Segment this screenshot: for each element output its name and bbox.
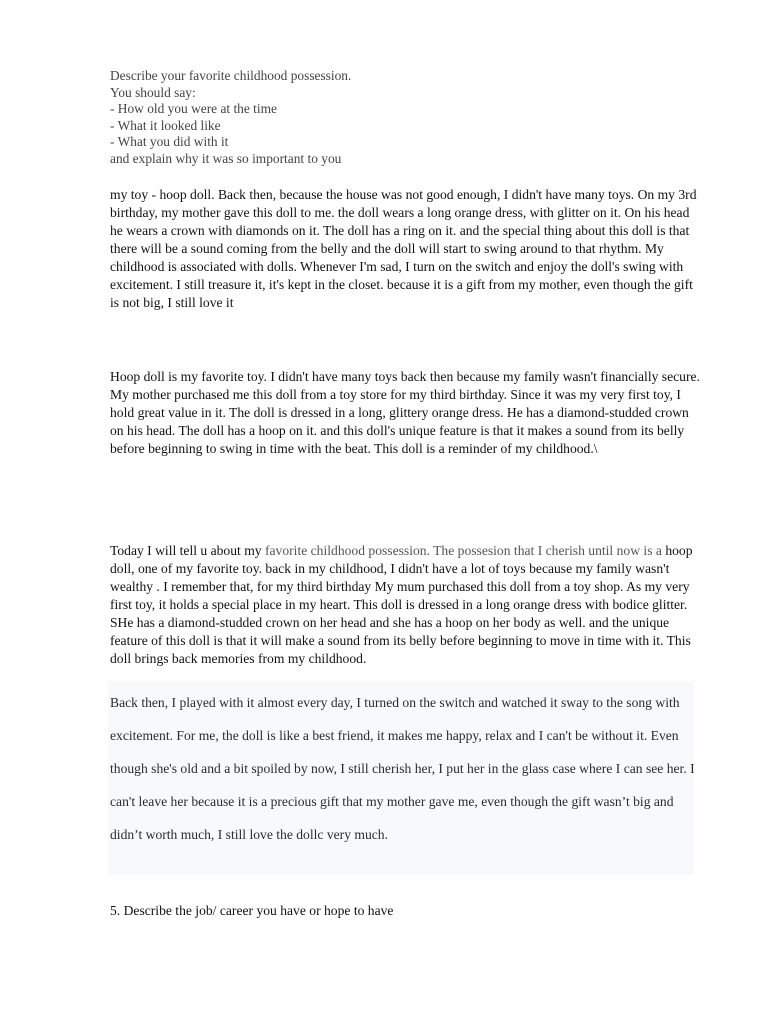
final-topic-text: favorite childhood possession. The possesion that I cherish until now is a <box>264 543 662 558</box>
answer-final-part2-paragraph: Back then, I played with it almost every day, I turned on the switch and watched it sway to the song with excitement. For me, the doll is like a best friend, it makes me happy, relax and I can't be without it. Even though she's old and a bit spoiled by now, I still cherish her, I put her in the glass case where I can see her. I can't leave her because it is a precious gift that my mother gave me, even though the gift wasn’t big and didn’t worth much, I still love the dollc very much. <box>110 695 695 842</box>
prompt-title: Describe your favorite childhood possession. <box>110 68 352 83</box>
prompt-line: - How old you were at the time <box>110 101 277 117</box>
next-question-heading: 5. Describe the job/ career you have or hope to have <box>110 903 394 918</box>
cue-card-prompt <box>110 68 700 168</box>
prompt-line: and explain why it was so important to you <box>110 150 342 166</box>
answer-final-paragraph <box>110 542 700 668</box>
prompt-line: - What you did with it <box>110 134 229 150</box>
answer-revision-paragraph: Hoop doll is my favorite toy. I didn't have many toys back then because my family wasn't financially secure. My mother purchased me this doll from a toy store for my third birthday. Since it was my very first toy, I hold great value in it. The doll is dressed in a long, glittery orange dress. He has a diamond-studded crown on his head. The doll has a hoop on it. and this doll's unique feature is that it makes a sound from its belly before beginning to swing in time with the beat. This doll is a reminder of my childhood.\ <box>110 369 700 456</box>
final-intro-text: Today I will tell u about my <box>110 543 265 558</box>
answer-draft-paragraph: my toy - hoop doll. Back then, because the house was not good enough, I didn't have many toys. On my 3rd birthday, my mother gave this doll to me. the doll wears a long orange dress, with glitter on it. On his head he wears a crown with diamonds on it. The doll has a ring on it. and the special thing about this doll is that there will be a sound coming from the belly and the doll will start to swing around to that rhythm. My childhood is associated with dolls. Whenever I'm sad, I turn on the switch and enjoy the doll's swing with excitement. I still treasure it, it's kept in the closet. because it is a gift from my mother, even though the gift is not big, I still love it <box>110 187 697 310</box>
final-rest-text: hoop doll, one of my favorite toy. back in my childhood, I didn't have a lot of toys because my family wasn't wealthy . I remember that, for my third birthday My mum purchased this doll from a toy shop. As my very first toy, it holds a special place in my heart. This doll is dressed in a long orange dress with bodice glitter. SHe has a diamond-studded crown on her head and she has a hoop on her body as well. and the unique feature of this doll is that it will make a sound from its belly before beginning to move in time with it. This doll brings back memories from my childhood. <box>110 543 693 666</box>
prompt-line: You should say: <box>110 84 196 100</box>
prompt-line: - What it looked like <box>110 117 221 133</box>
